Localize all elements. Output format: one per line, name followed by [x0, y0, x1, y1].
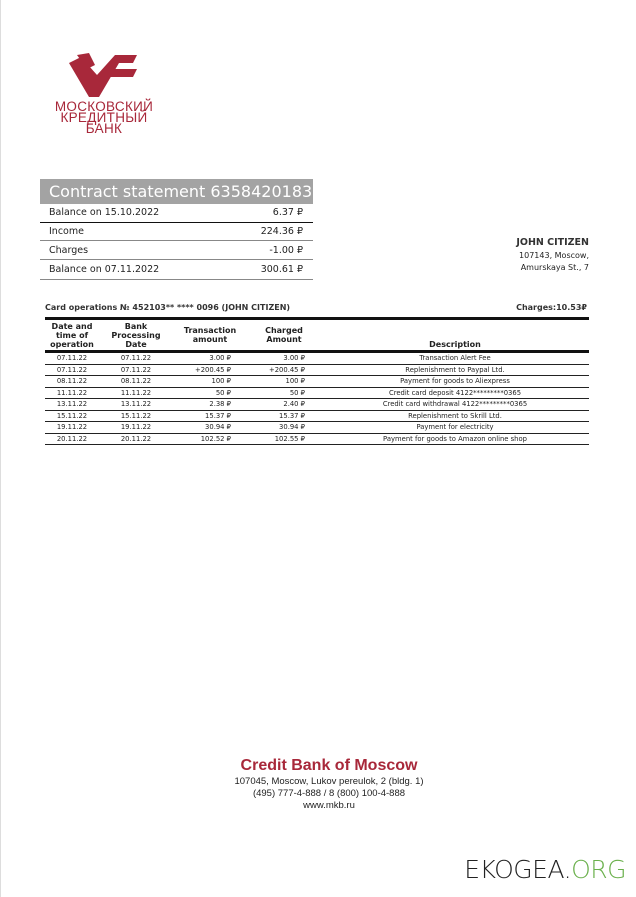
- processing-date: 13.11.22: [99, 399, 173, 411]
- op-date: 11.11.22: [45, 387, 99, 399]
- processing-date: 19.11.22: [99, 422, 173, 434]
- balance-start-row: [40, 204, 313, 223]
- description: Replenishment to Skrill Ltd.: [321, 410, 589, 422]
- table-row: [45, 376, 589, 388]
- description: Payment for goods to Amazon online shop: [321, 433, 589, 445]
- footer-website: www.mkb.ru: [303, 800, 355, 811]
- row-label: Balance on 07.11.2022: [49, 264, 160, 275]
- op-date: 08.11.22: [45, 376, 99, 388]
- row-value: 6.37 ₽: [272, 207, 303, 218]
- col-charged-amount: Charged Amount: [247, 319, 321, 352]
- watermark-text: EKOGEA.: [464, 855, 572, 884]
- op-date: 20.11.22: [45, 433, 99, 445]
- op-date: 19.11.22: [45, 422, 99, 434]
- client-address-line2: Amurskaya St., 7: [520, 263, 589, 272]
- op-date: 15.11.22: [45, 410, 99, 422]
- description: Replenishment to Paypal Ltd.: [321, 364, 589, 376]
- transaction-amount: 102.52 ₽: [173, 433, 247, 445]
- description: Credit card deposit 4122*********0365: [321, 387, 589, 399]
- logo-line: БАНК: [85, 121, 123, 136]
- transaction-amount: 3.00 ₽: [173, 352, 247, 365]
- table-row: [45, 399, 589, 411]
- client-address-line1: 107143, Moscow,: [519, 251, 589, 260]
- table-row: [45, 422, 589, 434]
- bank-logo-text: [39, 101, 169, 134]
- table-header-row: [45, 319, 589, 352]
- bank-logo-emblem-icon: [67, 53, 139, 99]
- processing-date: 15.11.22: [99, 410, 173, 422]
- logo-line: МОСКОВСКИЙ: [54, 99, 154, 114]
- charges-total: Charges:10.53₽: [516, 303, 587, 312]
- charged-amount: 3.00 ₽: [247, 352, 321, 365]
- charged-amount: 102.55 ₽: [247, 433, 321, 445]
- transaction-amount: +200.45 ₽: [173, 364, 247, 376]
- col-date: Date and time of operation: [45, 319, 99, 352]
- operations-table: [45, 317, 589, 445]
- row-label: Charges: [49, 245, 89, 256]
- op-date: 07.11.22: [45, 352, 99, 365]
- charges-row: [40, 241, 313, 260]
- row-label: Income: [49, 226, 84, 237]
- table-row: [45, 433, 589, 445]
- footer-bank-name: Credit Bank of Moscow: [240, 757, 418, 774]
- charged-amount: +200.45 ₽: [247, 364, 321, 376]
- col-description: Description: [321, 319, 589, 352]
- card-operations-title: Card operations № 452103** **** 0096 (JOHN CITIZEN): [45, 303, 291, 312]
- transaction-amount: 2.38 ₽: [173, 399, 247, 411]
- table-row: [45, 352, 589, 365]
- watermark: [464, 855, 626, 884]
- charged-amount: 30.94 ₽: [247, 422, 321, 434]
- row-value: -1.00 ₽: [269, 245, 303, 256]
- transaction-amount: 100 ₽: [173, 376, 247, 388]
- op-date: 07.11.22: [45, 364, 99, 376]
- description: Transaction Alert Fee: [321, 352, 589, 365]
- statement-title: Contract statement 6358420183: [40, 179, 313, 204]
- description: Payment for goods to Aliexpress: [321, 376, 589, 388]
- footer-phones: (495) 777-4-888 / 8 (800) 100-4-888: [252, 788, 406, 799]
- logo-line: КРЕДИТНЫЙ: [60, 110, 148, 125]
- table-row: [45, 387, 589, 399]
- table-row: [45, 364, 589, 376]
- processing-date: 07.11.22: [99, 364, 173, 376]
- processing-date: 11.11.22: [99, 387, 173, 399]
- op-date: 13.11.22: [45, 399, 99, 411]
- watermark-accent: ORG: [571, 855, 626, 884]
- description: Credit card withdrawal 4122*********0365: [321, 399, 589, 411]
- transaction-amount: 50 ₽: [173, 387, 247, 399]
- col-processing-date: Bank Processing Date: [99, 319, 173, 352]
- col-transaction-amount: Transaction amount: [173, 319, 247, 352]
- charged-amount: 15.37 ₽: [247, 410, 321, 422]
- row-value: 224.36 ₽: [260, 226, 303, 237]
- processing-date: 07.11.22: [99, 352, 173, 365]
- charged-amount: 50 ₽: [247, 387, 321, 399]
- processing-date: 20.11.22: [99, 433, 173, 445]
- client-name: JOHN CITIZEN: [516, 237, 589, 248]
- description: Payment for electricity: [321, 422, 589, 434]
- income-row: [40, 223, 313, 241]
- balance-end-row: [40, 260, 313, 280]
- charged-amount: 100 ₽: [247, 376, 321, 388]
- processing-date: 08.11.22: [99, 376, 173, 388]
- footer-address: 107045, Moscow, Lukov pereulok, 2 (bldg. 1): [234, 776, 424, 787]
- charged-amount: 2.40 ₽: [247, 399, 321, 411]
- row-value: 300.61 ₽: [260, 264, 303, 275]
- transaction-amount: 15.37 ₽: [173, 410, 247, 422]
- table-row: [45, 410, 589, 422]
- transaction-amount: 30.94 ₽: [173, 422, 247, 434]
- row-label: Balance on 15.10.2022: [49, 207, 160, 218]
